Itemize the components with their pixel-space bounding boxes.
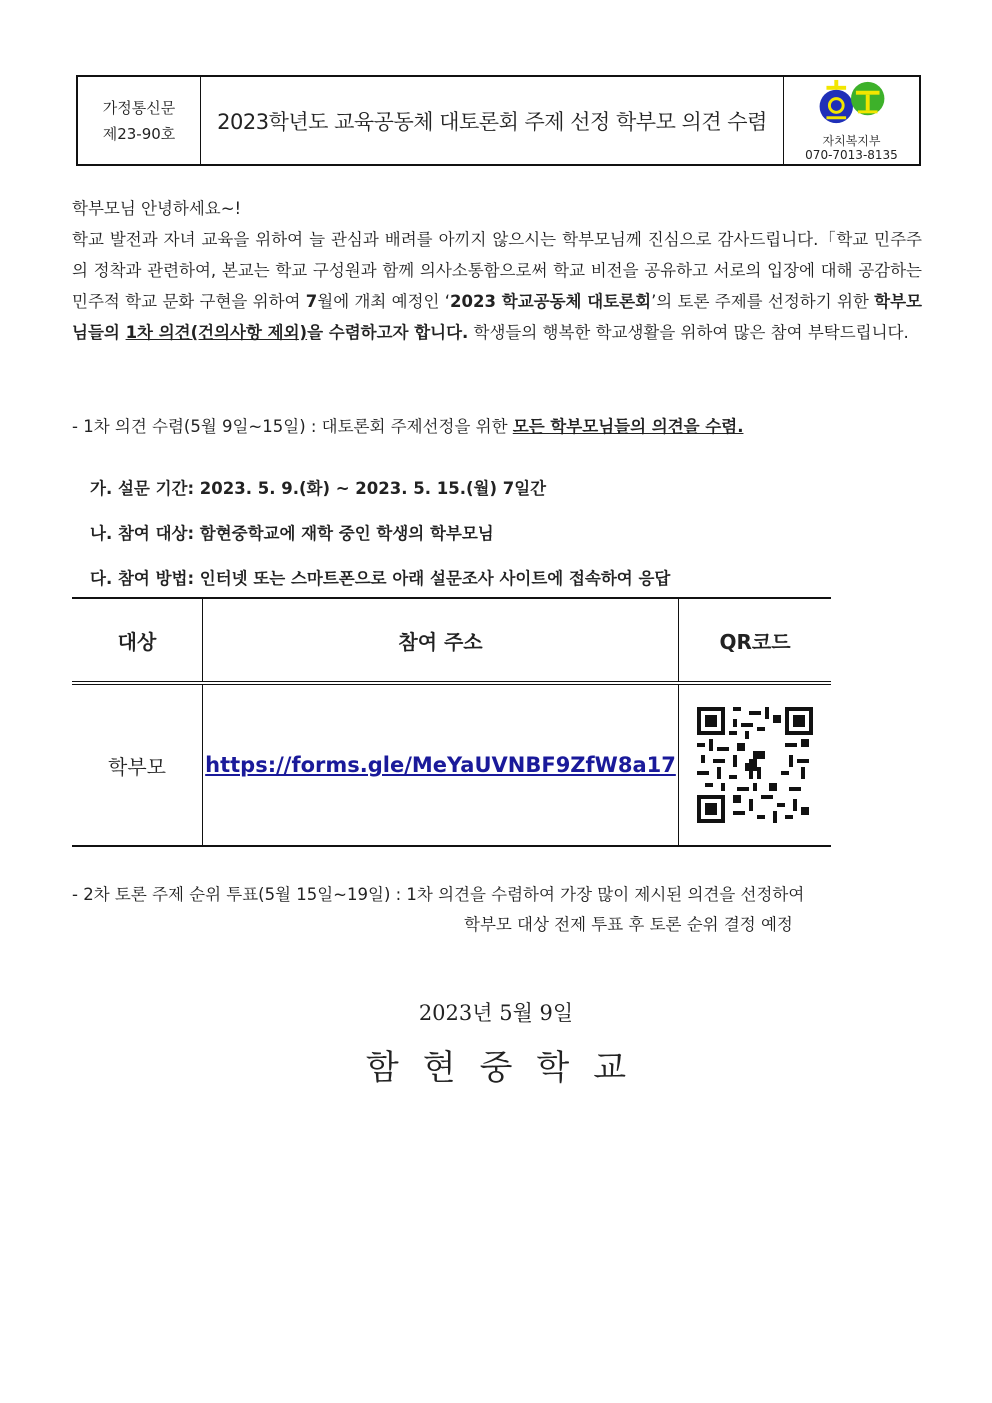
survey-method: 다. 참여 방법: 인터넷 또는 스마트폰으로 아래 설문조사 사이트에 접속하여 응답 — [90, 569, 671, 588]
round1-line — [72, 413, 743, 437]
survey-table — [72, 597, 831, 847]
doc-type-label: 가정통신문 — [102, 98, 176, 117]
intro-text: 학교 발전과 자녀 교육을 위하여 늘 관심과 배려를 아끼지 않으시는 학부모님께 진심으로 감사드립니다.「학교 민주주의 정착과 관련하여, 본교는 학교 구성원과 함께 의사소통함으로써 학교 비전을 공유하고 서로의 입장에 대해 공감하는 민주적 학교 문화 구현을 위하여 — [72, 230, 922, 311]
qr-code-icon[interactable] — [697, 707, 813, 823]
header-address: 참여 주소 — [203, 598, 679, 683]
greeting: 학부모님 안녕하세요~! — [72, 199, 242, 218]
dept-phone: 070-7013-8135 — [805, 148, 898, 162]
survey-target: 나. 참여 대상: 함현중학교에 재학 중인 학생의 학부모님 — [90, 524, 494, 543]
survey-link[interactable]: https://forms.gle/MeYaUVNBF9ZfW8a17 — [205, 753, 676, 777]
row-target: 학부모 — [108, 754, 166, 779]
intro-emph-2: 을 수렴하고자 합니다. — [307, 323, 469, 342]
round2-line1: - 2차 토론 주제 순위 투표(5월 15일~19일) : 1차 의견을 수렴하여 가장 많이 제시된 의견을 선정하여 — [72, 885, 805, 904]
dept-cell — [784, 77, 919, 164]
header-qr: QR코드 — [679, 598, 832, 683]
survey-period: 가. 설문 기간: 2023. 5. 9.(화) ~ 2023. 5. 15.(월) 7일간 — [90, 479, 547, 498]
dept-name: 자치복지부 — [822, 134, 881, 148]
issue-date: 2023년 5월 9일 — [418, 1001, 574, 1025]
table-row — [72, 683, 831, 846]
round1-emphasis: 모든 학부모님들의 의견을 수렴. — [512, 417, 744, 436]
doc-title: 2023학년도 교육공동체 대토론회 주제 선정 학부모 의견 수렴 — [201, 77, 784, 164]
intro-closing: 학생들의 행복한 학교생활을 위하여 많은 참여 부탁드립니다. — [468, 323, 909, 342]
event-name: 2023 학교공동체 대토론회 — [450, 292, 652, 311]
intro-emph-underlined: 1차 의견(건의사항 제외) — [125, 323, 308, 342]
table-header-row — [72, 598, 831, 683]
school-logo — [816, 77, 888, 132]
header-target: 대상 — [72, 598, 203, 683]
doc-number: 제23-90호 — [102, 124, 176, 143]
notice-header — [76, 75, 921, 166]
intro-emph-1: 학부모님들의 — [72, 292, 922, 342]
doc-id-cell — [78, 77, 201, 164]
intro-text-2: 월에 개최 예정인 ‘ — [317, 292, 451, 311]
school-name: 함현중학교 — [365, 1048, 651, 1088]
intro-paragraph — [72, 224, 922, 348]
row-qr-cell — [679, 683, 832, 846]
row-address-cell — [203, 683, 679, 846]
round2-line2: 학부모 대상 전제 투표 후 토론 순위 결정 예정 — [464, 915, 793, 934]
intro-text-3: ’의 토론 주제를 선정하기 위한 — [651, 292, 875, 311]
round1-text: - 1차 의견 수렴(5월 9일~15일) : 대토론회 주제선정을 위한 — [72, 417, 513, 436]
intro-month: 7 — [305, 292, 318, 311]
